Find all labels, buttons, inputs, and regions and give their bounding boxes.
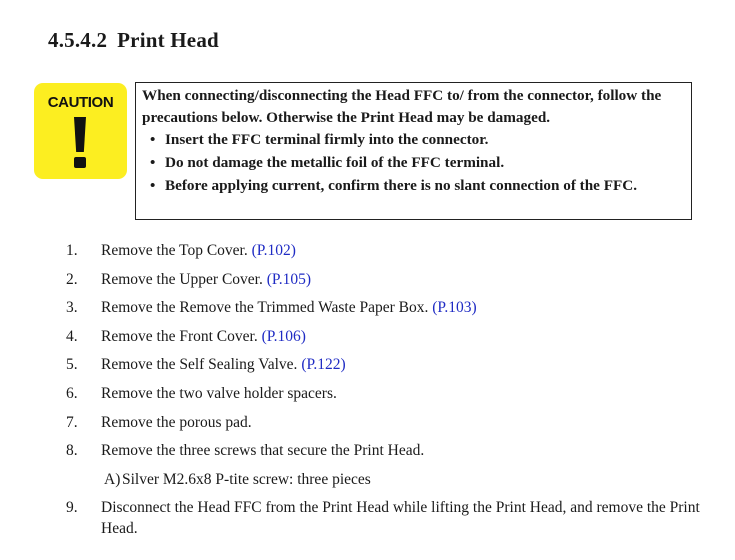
step-text: Remove the Upper Cover. [101,270,267,288]
step-7 [66,412,706,433]
step-number: 2. [66,270,78,288]
step-number: 4. [66,327,78,345]
step-1 [66,240,706,261]
caution-label: CAUTION [47,94,114,111]
step-number: 9. [66,499,78,517]
exclamation-dot [74,157,86,168]
caution-bullet-list [142,129,685,196]
caution-intro: When connecting/disconnecting the Head FFC to/ from the connector, follow the precautions below. Otherwise the Print Head may be damaged. [142,87,662,126]
step-number: 5. [66,356,78,374]
step-number: 3. [66,299,78,317]
exclamation-bar [74,117,86,152]
step-9 [66,497,706,539]
page-link[interactable]: (P.122) [301,356,346,374]
page-link[interactable]: (P.106) [261,327,306,345]
step-6 [66,383,706,404]
step-text: Remove the Top Cover. [101,242,252,259]
step-text: Remove the Remove the Trimmed Waste Paper Box. [101,299,433,317]
substep-label: A) [104,470,121,488]
page-link[interactable]: (P.103) [432,299,477,317]
caution-box [135,82,692,220]
step-8 [66,440,706,461]
step-number: 7. [66,413,78,431]
caution-bullet: • Before applying current, confirm there is no slant connection of the FFC. [142,175,685,197]
page-link[interactable]: (P.102) [251,242,296,259]
step-5 [66,354,706,375]
step-number: 8. [66,442,78,460]
substep-a [66,469,706,490]
step-text: Remove the two valve holder spacers. [101,384,337,402]
step-number: 1. [66,242,78,259]
step-4 [66,326,706,347]
procedure-steps [66,240,706,547]
caution-bullet: • Insert the FFC terminal firmly into the connector. [142,129,685,151]
section-title: Print Head [117,28,219,52]
substep-text: Silver M2.6x8 P-tite screw: three pieces [122,470,371,488]
step-text: Remove the Self Sealing Valve. [101,356,302,374]
step-text: Disconnect the Head FFC from the Print Head while lifting the Print Head, and remove the Print Head. [101,499,700,538]
step-text: Remove the three screws that secure the Print Head. [101,442,425,460]
section-number: 4.5.4.2 [48,28,108,52]
step-2 [66,269,706,290]
step-3 [66,297,706,318]
step-text: Remove the Front Cover. [101,327,262,345]
section-heading [48,28,219,53]
step-text: Remove the porous pad. [101,413,252,431]
step-number: 6. [66,384,78,402]
caution-exclamation-icon [34,83,127,179]
caution-bullet: • Do not damage the metallic foil of the FFC terminal. [142,152,685,174]
page-link[interactable]: (P.105) [266,270,312,288]
